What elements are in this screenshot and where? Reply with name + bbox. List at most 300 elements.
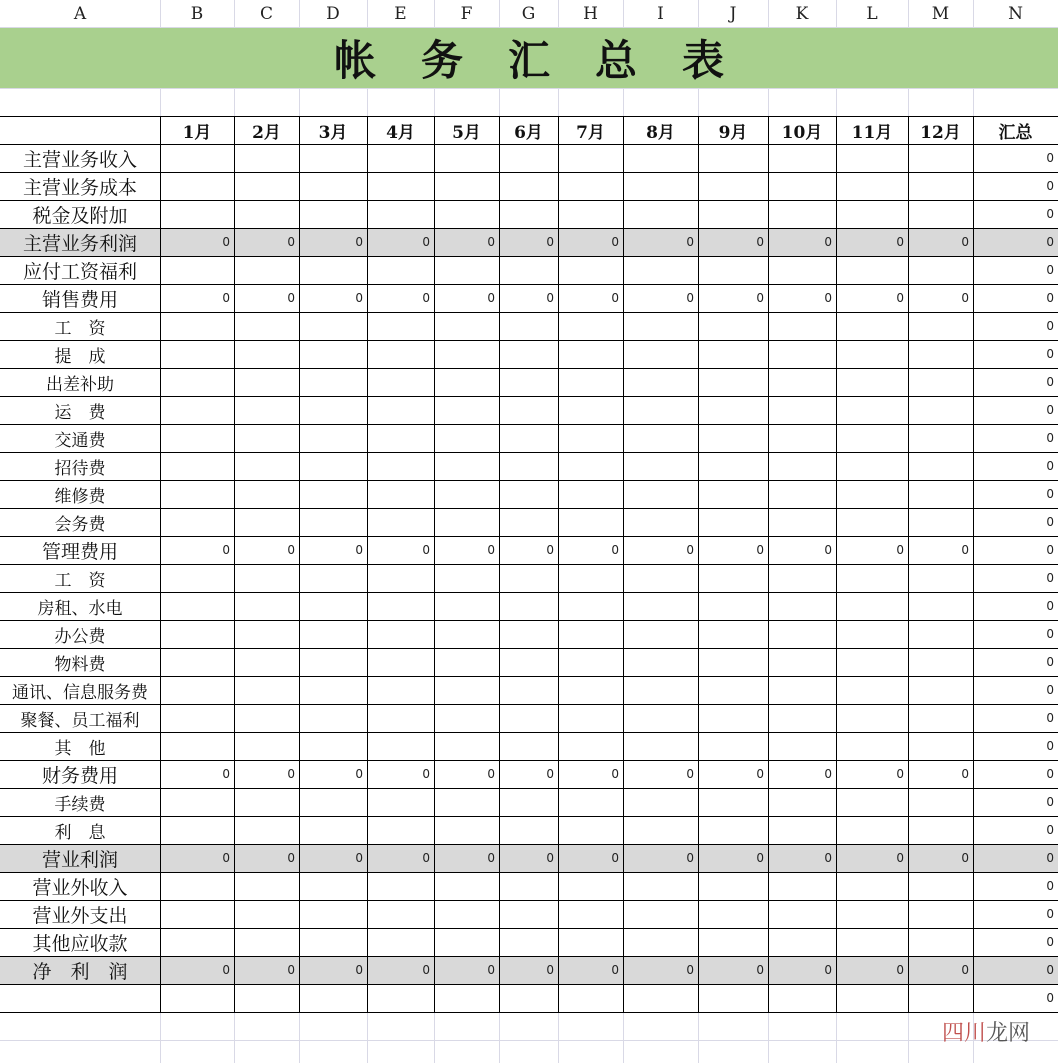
data-cell[interactable] xyxy=(768,788,836,816)
row-label[interactable]: 管理费用 xyxy=(41,540,118,563)
column-header-b[interactable]: B xyxy=(190,4,204,24)
total-cell[interactable]: 0 xyxy=(1046,907,1054,921)
total-cell[interactable]: 0 xyxy=(1046,571,1054,585)
data-cell[interactable] xyxy=(499,900,558,928)
data-cell[interactable]: 0 xyxy=(355,963,363,977)
data-cell[interactable]: 0 xyxy=(611,291,619,305)
row-label[interactable]: 营业利润 xyxy=(41,848,118,871)
data-cell[interactable]: 0 xyxy=(422,963,430,977)
total-cell[interactable]: 0 xyxy=(1046,431,1054,445)
column-header-l[interactable]: L xyxy=(866,4,878,24)
data-cell[interactable] xyxy=(434,396,499,424)
data-cell[interactable] xyxy=(299,704,367,732)
data-cell[interactable] xyxy=(698,368,768,396)
row-label[interactable]: 主营业务利润 xyxy=(22,232,137,255)
data-cell[interactable] xyxy=(768,256,836,284)
data-cell[interactable] xyxy=(434,340,499,368)
data-cell[interactable] xyxy=(299,480,367,508)
data-cell[interactable]: 0 xyxy=(546,963,554,977)
data-cell[interactable] xyxy=(768,592,836,620)
data-cell[interactable]: 0 xyxy=(824,767,832,781)
data-cell[interactable] xyxy=(698,816,768,844)
data-cell[interactable] xyxy=(299,564,367,592)
row-label[interactable]: 通讯、信息服务费 xyxy=(12,682,148,703)
data-cell[interactable] xyxy=(836,648,908,676)
data-cell[interactable] xyxy=(434,368,499,396)
data-cell[interactable] xyxy=(499,452,558,480)
data-cell[interactable] xyxy=(768,648,836,676)
data-cell[interactable] xyxy=(499,592,558,620)
total-cell[interactable]: 0 xyxy=(1046,291,1054,305)
data-cell[interactable] xyxy=(623,592,698,620)
data-cell[interactable] xyxy=(367,508,434,536)
data-cell[interactable] xyxy=(434,704,499,732)
data-cell[interactable] xyxy=(908,928,973,956)
data-cell[interactable] xyxy=(836,984,908,1012)
data-cell[interactable] xyxy=(299,172,367,200)
total-cell[interactable]: 0 xyxy=(1046,935,1054,949)
data-cell[interactable] xyxy=(160,200,234,228)
data-cell[interactable] xyxy=(768,676,836,704)
data-cell[interactable] xyxy=(160,368,234,396)
row-label[interactable]: 办公费 xyxy=(54,626,106,647)
data-cell[interactable] xyxy=(623,340,698,368)
column-header-g[interactable]: G xyxy=(521,4,536,24)
data-cell[interactable] xyxy=(836,928,908,956)
data-cell[interactable] xyxy=(299,900,367,928)
data-cell[interactable] xyxy=(234,648,299,676)
data-cell[interactable] xyxy=(367,788,434,816)
data-cell[interactable] xyxy=(623,424,698,452)
data-cell[interactable] xyxy=(908,508,973,536)
data-cell[interactable] xyxy=(160,872,234,900)
row-label[interactable]: 工 资 xyxy=(54,318,106,339)
data-cell[interactable] xyxy=(908,144,973,172)
data-cell[interactable] xyxy=(499,144,558,172)
data-cell[interactable] xyxy=(367,648,434,676)
data-cell[interactable] xyxy=(434,984,499,1012)
total-cell[interactable]: 0 xyxy=(1046,739,1054,753)
data-cell[interactable] xyxy=(768,900,836,928)
data-cell[interactable] xyxy=(499,368,558,396)
data-cell[interactable] xyxy=(558,480,623,508)
data-cell[interactable] xyxy=(434,900,499,928)
data-cell[interactable] xyxy=(908,788,973,816)
row-label[interactable]: 聚餐、员工福利 xyxy=(20,710,140,731)
month-header[interactable]: 11月 xyxy=(851,122,893,143)
data-cell[interactable] xyxy=(499,620,558,648)
data-cell[interactable] xyxy=(768,620,836,648)
data-cell[interactable] xyxy=(698,900,768,928)
data-cell[interactable] xyxy=(908,816,973,844)
data-cell[interactable] xyxy=(768,144,836,172)
month-header[interactable]: 10月 xyxy=(781,122,823,143)
column-header-f[interactable]: F xyxy=(460,4,473,24)
data-cell[interactable] xyxy=(908,340,973,368)
column-header-i[interactable]: I xyxy=(657,4,664,24)
data-cell[interactable] xyxy=(768,172,836,200)
data-cell[interactable] xyxy=(499,424,558,452)
column-header-n[interactable]: N xyxy=(1008,4,1023,24)
month-header[interactable]: 12月 xyxy=(920,122,961,143)
data-cell[interactable] xyxy=(434,676,499,704)
data-cell[interactable] xyxy=(908,312,973,340)
data-cell[interactable] xyxy=(499,396,558,424)
data-cell[interactable] xyxy=(234,816,299,844)
data-cell[interactable] xyxy=(234,872,299,900)
data-cell[interactable] xyxy=(558,928,623,956)
total-cell[interactable]: 0 xyxy=(1046,151,1054,165)
total-cell[interactable]: 0 xyxy=(1046,375,1054,389)
data-cell[interactable]: 0 xyxy=(487,851,495,865)
data-cell[interactable]: 0 xyxy=(824,851,832,865)
data-cell[interactable] xyxy=(623,872,698,900)
data-cell[interactable] xyxy=(558,704,623,732)
data-cell[interactable]: 0 xyxy=(611,235,619,249)
data-cell[interactable] xyxy=(160,648,234,676)
row-label[interactable]: 财务费用 xyxy=(41,764,118,787)
data-cell[interactable] xyxy=(908,480,973,508)
data-cell[interactable]: 0 xyxy=(287,235,295,249)
data-cell[interactable] xyxy=(434,648,499,676)
data-cell[interactable]: 0 xyxy=(756,543,764,557)
data-cell[interactable] xyxy=(558,256,623,284)
data-cell[interactable]: 0 xyxy=(961,851,969,865)
data-cell[interactable] xyxy=(558,620,623,648)
data-cell[interactable] xyxy=(160,312,234,340)
data-cell[interactable] xyxy=(299,508,367,536)
data-cell[interactable] xyxy=(836,452,908,480)
row-label[interactable]: 税金及附加 xyxy=(32,204,128,227)
data-cell[interactable] xyxy=(908,592,973,620)
column-header-d[interactable]: D xyxy=(326,4,340,24)
data-cell[interactable] xyxy=(367,592,434,620)
data-cell[interactable]: 0 xyxy=(222,291,230,305)
total-cell[interactable]: 0 xyxy=(1046,711,1054,725)
data-cell[interactable] xyxy=(234,144,299,172)
data-cell[interactable] xyxy=(499,676,558,704)
data-cell[interactable] xyxy=(558,368,623,396)
data-cell[interactable] xyxy=(434,816,499,844)
data-cell[interactable] xyxy=(908,424,973,452)
data-cell[interactable] xyxy=(160,480,234,508)
data-cell[interactable] xyxy=(768,200,836,228)
data-cell[interactable] xyxy=(698,424,768,452)
data-cell[interactable] xyxy=(434,620,499,648)
data-cell[interactable] xyxy=(768,312,836,340)
data-cell[interactable] xyxy=(160,424,234,452)
data-cell[interactable] xyxy=(836,424,908,452)
data-cell[interactable] xyxy=(908,452,973,480)
month-header[interactable]: 1月 xyxy=(182,122,212,143)
total-cell[interactable]: 0 xyxy=(1046,599,1054,613)
data-cell[interactable] xyxy=(434,200,499,228)
data-cell[interactable] xyxy=(836,396,908,424)
data-cell[interactable]: 0 xyxy=(824,543,832,557)
data-cell[interactable] xyxy=(698,396,768,424)
row-label[interactable]: 净 利 润 xyxy=(32,960,128,983)
data-cell[interactable] xyxy=(299,396,367,424)
month-header[interactable]: 5月 xyxy=(452,122,481,143)
data-cell[interactable] xyxy=(623,480,698,508)
data-cell[interactable] xyxy=(558,648,623,676)
data-cell[interactable] xyxy=(367,928,434,956)
data-cell[interactable] xyxy=(768,452,836,480)
data-cell[interactable]: 0 xyxy=(546,767,554,781)
data-cell[interactable]: 0 xyxy=(546,235,554,249)
row-label[interactable]: 出差补助 xyxy=(46,374,114,395)
row-label[interactable]: 营业外支出 xyxy=(32,904,128,927)
month-header[interactable]: 3月 xyxy=(318,122,348,143)
data-cell[interactable] xyxy=(299,788,367,816)
data-cell[interactable] xyxy=(367,704,434,732)
row-label[interactable]: 会务费 xyxy=(54,514,106,535)
data-cell[interactable] xyxy=(499,732,558,760)
data-cell[interactable]: 0 xyxy=(422,235,430,249)
data-cell[interactable] xyxy=(908,648,973,676)
data-cell[interactable] xyxy=(558,592,623,620)
data-cell[interactable]: 0 xyxy=(896,963,904,977)
total-cell[interactable]: 0 xyxy=(1046,487,1054,501)
data-cell[interactable] xyxy=(234,928,299,956)
data-cell[interactable] xyxy=(160,172,234,200)
data-cell[interactable] xyxy=(768,396,836,424)
data-cell[interactable] xyxy=(299,984,367,1012)
month-header[interactable]: 7月 xyxy=(576,122,605,143)
data-cell[interactable]: 0 xyxy=(961,235,969,249)
column-header-j[interactable]: J xyxy=(729,4,737,24)
data-cell[interactable] xyxy=(836,788,908,816)
row-label[interactable]: 物料费 xyxy=(54,654,106,675)
data-cell[interactable] xyxy=(768,480,836,508)
data-cell[interactable] xyxy=(836,704,908,732)
data-cell[interactable] xyxy=(234,172,299,200)
data-cell[interactable] xyxy=(234,424,299,452)
data-cell[interactable]: 0 xyxy=(355,291,363,305)
data-cell[interactable] xyxy=(499,984,558,1012)
total-cell[interactable]: 0 xyxy=(1046,683,1054,697)
data-cell[interactable] xyxy=(623,452,698,480)
data-cell[interactable] xyxy=(234,508,299,536)
data-cell[interactable] xyxy=(434,256,499,284)
data-cell[interactable] xyxy=(299,368,367,396)
data-cell[interactable]: 0 xyxy=(487,767,495,781)
data-cell[interactable] xyxy=(768,424,836,452)
data-cell[interactable] xyxy=(908,256,973,284)
data-cell[interactable] xyxy=(160,452,234,480)
data-cell[interactable] xyxy=(434,144,499,172)
data-cell[interactable] xyxy=(299,424,367,452)
data-cell[interactable] xyxy=(160,732,234,760)
month-header[interactable]: 6月 xyxy=(514,122,543,143)
data-cell[interactable] xyxy=(234,480,299,508)
data-cell[interactable]: 0 xyxy=(961,291,969,305)
data-cell[interactable] xyxy=(558,564,623,592)
month-header[interactable]: 4月 xyxy=(386,122,415,143)
data-cell[interactable]: 0 xyxy=(287,767,295,781)
data-cell[interactable] xyxy=(558,676,623,704)
data-cell[interactable] xyxy=(623,368,698,396)
data-cell[interactable] xyxy=(234,396,299,424)
data-cell[interactable]: 0 xyxy=(422,767,430,781)
data-cell[interactable] xyxy=(367,620,434,648)
data-cell[interactable] xyxy=(160,788,234,816)
data-cell[interactable]: 0 xyxy=(824,291,832,305)
data-cell[interactable] xyxy=(234,592,299,620)
data-cell[interactable] xyxy=(768,732,836,760)
data-cell[interactable] xyxy=(558,452,623,480)
data-cell[interactable] xyxy=(623,900,698,928)
data-cell[interactable] xyxy=(908,172,973,200)
data-cell[interactable] xyxy=(908,200,973,228)
data-cell[interactable] xyxy=(234,900,299,928)
total-cell[interactable]: 0 xyxy=(1046,963,1054,977)
column-header-h[interactable]: H xyxy=(583,4,598,24)
data-cell[interactable] xyxy=(234,452,299,480)
row-label[interactable]: 房租、水电 xyxy=(37,598,123,619)
data-cell[interactable] xyxy=(836,676,908,704)
data-cell[interactable]: 0 xyxy=(611,543,619,557)
total-cell[interactable]: 0 xyxy=(1046,459,1054,473)
data-cell[interactable] xyxy=(768,564,836,592)
data-cell[interactable] xyxy=(908,732,973,760)
data-cell[interactable] xyxy=(623,564,698,592)
data-cell[interactable] xyxy=(499,172,558,200)
data-cell[interactable] xyxy=(367,676,434,704)
data-cell[interactable] xyxy=(908,984,973,1012)
data-cell[interactable] xyxy=(698,928,768,956)
data-cell[interactable] xyxy=(234,984,299,1012)
total-cell[interactable]: 0 xyxy=(1046,767,1054,781)
data-cell[interactable] xyxy=(499,872,558,900)
total-cell[interactable]: 0 xyxy=(1046,263,1054,277)
data-cell[interactable] xyxy=(698,172,768,200)
data-cell[interactable] xyxy=(836,620,908,648)
row-label[interactable]: 利 息 xyxy=(54,822,106,843)
data-cell[interactable] xyxy=(698,452,768,480)
data-cell[interactable] xyxy=(234,732,299,760)
data-cell[interactable]: 0 xyxy=(422,851,430,865)
data-cell[interactable]: 0 xyxy=(756,291,764,305)
data-cell[interactable]: 0 xyxy=(287,851,295,865)
data-cell[interactable] xyxy=(434,312,499,340)
data-cell[interactable] xyxy=(768,984,836,1012)
row-label[interactable]: 销售费用 xyxy=(41,288,118,311)
data-cell[interactable] xyxy=(558,732,623,760)
row-label[interactable]: 应付工资福利 xyxy=(22,260,137,283)
data-cell[interactable]: 0 xyxy=(756,767,764,781)
data-cell[interactable] xyxy=(499,928,558,956)
data-cell[interactable] xyxy=(434,452,499,480)
data-cell[interactable]: 0 xyxy=(222,851,230,865)
data-cell[interactable] xyxy=(698,480,768,508)
total-cell[interactable]: 0 xyxy=(1046,795,1054,809)
data-cell[interactable] xyxy=(160,900,234,928)
data-cell[interactable] xyxy=(908,872,973,900)
data-cell[interactable] xyxy=(367,732,434,760)
data-cell[interactable] xyxy=(558,424,623,452)
data-cell[interactable] xyxy=(160,396,234,424)
data-cell[interactable] xyxy=(367,480,434,508)
row-label[interactable]: 主营业务成本 xyxy=(22,176,137,199)
data-cell[interactable] xyxy=(499,788,558,816)
row-label[interactable]: 招待费 xyxy=(54,458,106,479)
data-cell[interactable] xyxy=(836,144,908,172)
data-cell[interactable] xyxy=(499,564,558,592)
data-cell[interactable] xyxy=(623,984,698,1012)
data-cell[interactable] xyxy=(160,256,234,284)
data-cell[interactable] xyxy=(768,704,836,732)
data-cell[interactable] xyxy=(367,368,434,396)
data-cell[interactable] xyxy=(623,256,698,284)
data-cell[interactable] xyxy=(160,508,234,536)
data-cell[interactable] xyxy=(367,872,434,900)
data-cell[interactable]: 0 xyxy=(222,543,230,557)
data-cell[interactable] xyxy=(836,340,908,368)
data-cell[interactable] xyxy=(698,788,768,816)
data-cell[interactable] xyxy=(698,256,768,284)
total-cell[interactable]: 0 xyxy=(1046,627,1054,641)
data-cell[interactable] xyxy=(908,396,973,424)
total-cell[interactable]: 0 xyxy=(1046,319,1054,333)
data-cell[interactable]: 0 xyxy=(611,767,619,781)
data-cell[interactable]: 0 xyxy=(222,963,230,977)
data-cell[interactable] xyxy=(299,620,367,648)
data-cell[interactable] xyxy=(698,648,768,676)
data-cell[interactable] xyxy=(234,788,299,816)
data-cell[interactable]: 0 xyxy=(686,767,694,781)
data-cell[interactable]: 0 xyxy=(611,963,619,977)
data-cell[interactable] xyxy=(698,592,768,620)
row-label[interactable]: 其 他 xyxy=(54,738,106,759)
data-cell[interactable] xyxy=(299,452,367,480)
data-cell[interactable] xyxy=(836,508,908,536)
month-header[interactable]: 8月 xyxy=(646,122,675,143)
total-header[interactable]: 汇总 xyxy=(998,122,1033,143)
data-cell[interactable] xyxy=(367,396,434,424)
data-cell[interactable] xyxy=(836,816,908,844)
column-header-k[interactable]: K xyxy=(795,4,809,24)
data-cell[interactable] xyxy=(623,172,698,200)
data-cell[interactable] xyxy=(499,480,558,508)
data-cell[interactable] xyxy=(299,340,367,368)
data-cell[interactable] xyxy=(698,620,768,648)
data-cell[interactable] xyxy=(367,340,434,368)
data-cell[interactable] xyxy=(836,564,908,592)
data-cell[interactable] xyxy=(836,312,908,340)
data-cell[interactable] xyxy=(434,788,499,816)
data-cell[interactable] xyxy=(160,704,234,732)
data-cell[interactable]: 0 xyxy=(287,543,295,557)
data-cell[interactable] xyxy=(434,480,499,508)
data-cell[interactable] xyxy=(558,984,623,1012)
row-label[interactable]: 提 成 xyxy=(54,346,106,367)
data-cell[interactable] xyxy=(768,928,836,956)
data-cell[interactable] xyxy=(234,704,299,732)
data-cell[interactable] xyxy=(234,312,299,340)
data-cell[interactable] xyxy=(836,172,908,200)
data-cell[interactable] xyxy=(908,704,973,732)
data-cell[interactable]: 0 xyxy=(355,767,363,781)
data-cell[interactable] xyxy=(768,816,836,844)
data-cell[interactable] xyxy=(299,312,367,340)
data-cell[interactable]: 0 xyxy=(686,235,694,249)
data-cell[interactable] xyxy=(367,172,434,200)
data-cell[interactable] xyxy=(299,144,367,172)
data-cell[interactable] xyxy=(367,984,434,1012)
data-cell[interactable] xyxy=(367,816,434,844)
data-cell[interactable] xyxy=(623,648,698,676)
